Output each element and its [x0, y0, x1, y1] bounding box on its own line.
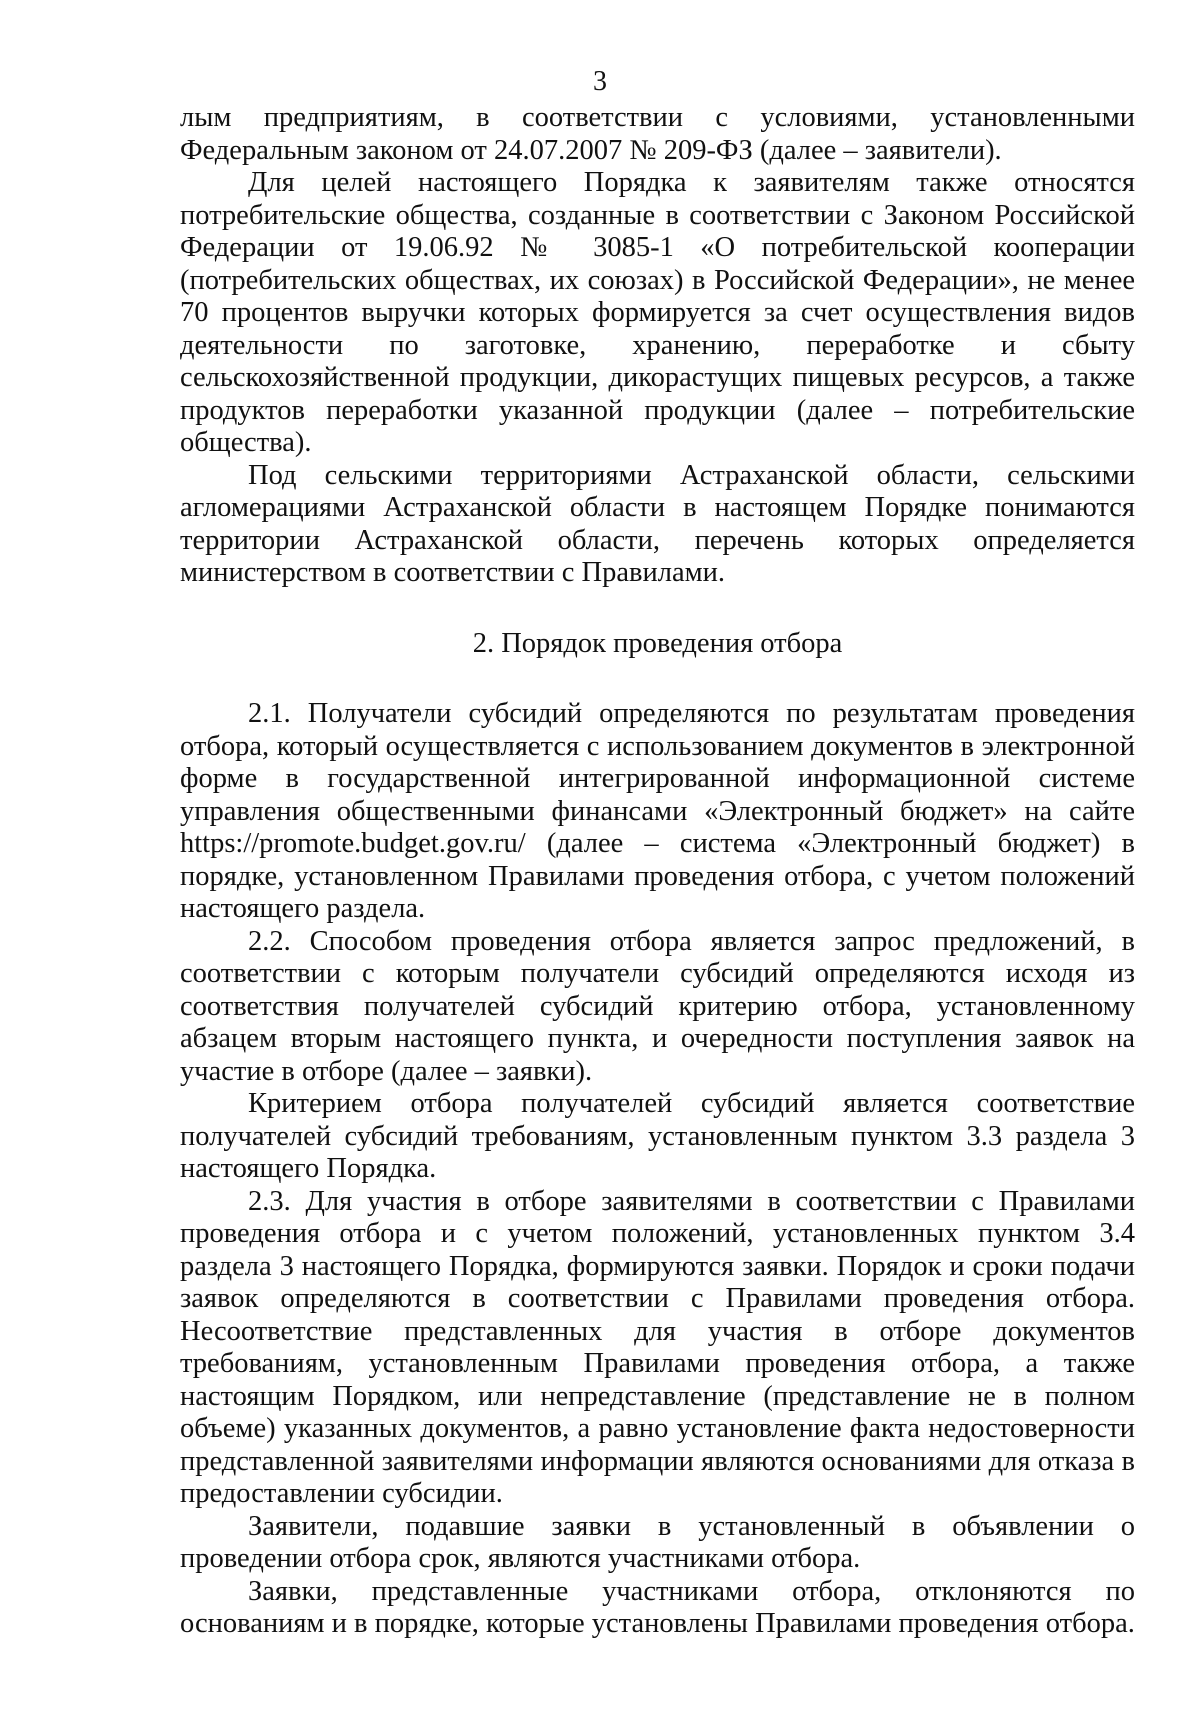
- document-body: [180, 102, 1135, 1641]
- paragraph-2-3: 2.3. Для участия в отборе заявителями в соответствии с Правилами проведения отбора и с учетом положений, установленных пунктом 3.4 раздела 3 настоящего Порядка, формируются заявки. Порядок и сроки подачи заявок определяются в соответствии с Правилами проведения отбора. Несоответствие представленных для участия в отборе документов требованиям, установленным Правилами проведения отбора, а также настоящим Порядком, или непредставление (представление не в полном объеме) указанных документов, а равно установление факта недостоверности представленной заявителями информации являются основаниями для отказа в предоставлении субсидии.: [180, 1185, 1135, 1509]
- paragraph-rural-territories: Под сельскими территориями Астраханской области, сельскими агломерациями Астраханской области в настоящем Порядке понимаются территории Астраханской области, перечень которых определяется министерством в соответствии с Правилами.: [180, 459, 1135, 588]
- paragraph-2-1: 2.1. Получатели субсидий определяются по результатам проведения отбора, который осуществляется с использованием документов в электронной форме в государственной интегрированной информационной системе управления общественными финансами «Электронный бюджет» на сайте https://promote.budget.gov.ru/ (далее – система «Электронный бюджет) в порядке, установленном Правилами проведения отбора, с учетом положений настоящего раздела.: [180, 698, 1135, 924]
- page-number: 3: [593, 66, 607, 97]
- paragraph-consumer-societies: Для целей настоящего Порядка к заявителям также относятся потребительские общества, созданные в соответствии с Законом Российской Федерации от 19.06.92 № 3085-1 «О потребительской кооперации (потребительских обществах, их союзах) в Российской Федерации», не менее 70 процентов выручки которых формируется за счет осуществления видов деятельности по заготовке, хранению, переработке и сбыту сельскохозяйственной продукции, дикорастущих пищевых ресурсов, а также продуктов переработки указанной продукции (далее – потребительские общества).: [180, 167, 1135, 458]
- paragraph-rejection: Заявки, представленные участниками отбора, отклоняются по основаниям и в порядке, которые установлены Правилами проведения отбора.: [180, 1575, 1135, 1639]
- section-heading: 2. Порядок проведения отбора: [472, 627, 843, 659]
- paragraph-participants: Заявители, подавшие заявки в установленный в объявлении о проведении отбора срок, являются участниками отбора.: [180, 1510, 1135, 1574]
- paragraph-selection-criterion: Критерием отбора получателей субсидий является соответствие получателей субсидий требованиям, установленным пунктом 3.3 раздела 3 настоящего Порядка.: [180, 1088, 1135, 1184]
- paragraph-continuation: лым предприятиям, в соответствии с условиями, установленными Федеральным законом от 24.07.2007 № 209-ФЗ (далее – заявители).: [180, 102, 1135, 166]
- paragraph-2-2: 2.2. Способом проведения отбора является запрос предложений, в соответствии с которым получатели субсидий определяются исходя из соответствия получателей субсидий критерию отбора, установленному абзацем вторым настоящего пункта, и очередности поступления заявок на участие в отборе (далее – заявки).: [180, 925, 1135, 1087]
